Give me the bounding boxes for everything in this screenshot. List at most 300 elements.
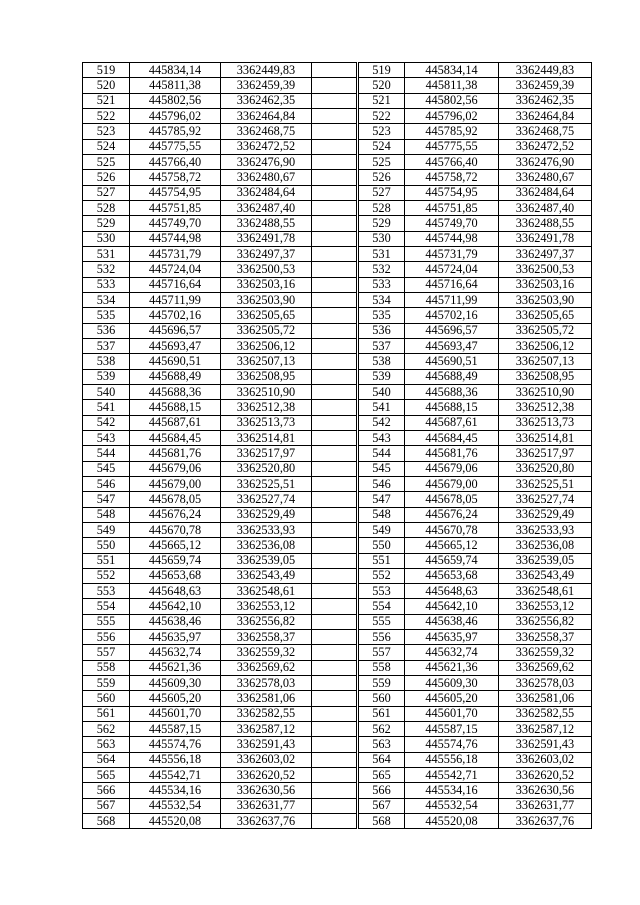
point-number-cell: 567 [359, 798, 405, 813]
point-number-cell: 565 [83, 768, 130, 783]
table-row [83, 93, 357, 108]
table-row [359, 354, 592, 369]
y-coordinate-cell: 3362503,90 [499, 292, 592, 307]
table-row [359, 798, 592, 813]
x-coordinate-cell: 445749,70 [130, 216, 221, 231]
y-coordinate-cell: 3362487,40 [221, 200, 312, 215]
table-row [359, 568, 592, 583]
blank-cell [312, 492, 357, 507]
y-coordinate-cell: 3362514,81 [499, 430, 592, 445]
point-number-cell: 548 [359, 507, 405, 522]
coordinates-table-left-body [83, 63, 357, 829]
blank-cell [312, 446, 357, 461]
point-number-cell: 556 [359, 630, 405, 645]
table-row [359, 691, 592, 706]
point-number-cell: 550 [83, 538, 130, 553]
x-coordinate-cell: 445679,06 [130, 461, 221, 476]
x-coordinate-cell: 445758,72 [405, 170, 499, 185]
point-number-cell: 566 [359, 783, 405, 798]
y-coordinate-cell: 3362488,55 [499, 216, 592, 231]
point-number-cell: 519 [83, 63, 130, 78]
x-coordinate-cell: 445811,38 [130, 78, 221, 93]
x-coordinate-cell: 445687,61 [405, 415, 499, 430]
y-coordinate-cell: 3362480,67 [499, 170, 592, 185]
y-coordinate-cell: 3362484,64 [221, 185, 312, 200]
x-coordinate-cell: 445638,46 [405, 614, 499, 629]
table-row [359, 108, 592, 123]
table-row [83, 568, 357, 583]
blank-cell [312, 338, 357, 353]
point-number-cell: 542 [83, 415, 130, 430]
blank-cell [312, 63, 357, 78]
table-row [359, 599, 592, 614]
x-coordinate-cell: 445676,24 [405, 507, 499, 522]
point-number-cell: 545 [359, 461, 405, 476]
y-coordinate-cell: 3362536,08 [221, 538, 312, 553]
x-coordinate-cell: 445665,12 [130, 538, 221, 553]
y-coordinate-cell: 3362620,52 [499, 768, 592, 783]
y-coordinate-cell: 3362582,55 [221, 706, 312, 721]
table-row [359, 400, 592, 415]
point-number-cell: 522 [359, 108, 405, 123]
y-coordinate-cell: 3362637,76 [499, 814, 592, 829]
point-number-cell: 531 [83, 246, 130, 261]
x-coordinate-cell: 445678,05 [130, 492, 221, 507]
y-coordinate-cell: 3362520,80 [221, 461, 312, 476]
y-coordinate-cell: 3362548,61 [221, 584, 312, 599]
x-coordinate-cell: 445635,97 [130, 630, 221, 645]
table-row [83, 783, 357, 798]
point-number-cell: 564 [359, 752, 405, 767]
y-coordinate-cell: 3362503,90 [221, 292, 312, 307]
point-number-cell: 551 [359, 553, 405, 568]
y-coordinate-cell: 3362505,72 [499, 323, 592, 338]
point-number-cell: 550 [359, 538, 405, 553]
blank-cell [312, 752, 357, 767]
table-row [83, 338, 357, 353]
table-row [83, 660, 357, 675]
x-coordinate-cell: 445754,95 [405, 185, 499, 200]
point-number-cell: 535 [359, 308, 405, 323]
table-row [359, 63, 592, 78]
table-row [83, 706, 357, 721]
x-coordinate-cell: 445684,45 [130, 430, 221, 445]
point-number-cell: 522 [83, 108, 130, 123]
blank-cell [312, 93, 357, 108]
table-row [359, 660, 592, 675]
y-coordinate-cell: 3362539,05 [221, 553, 312, 568]
point-number-cell: 544 [359, 446, 405, 461]
y-coordinate-cell: 3362569,62 [221, 660, 312, 675]
x-coordinate-cell: 445665,12 [405, 538, 499, 553]
table-row [359, 124, 592, 139]
point-number-cell: 562 [83, 722, 130, 737]
x-coordinate-cell: 445696,57 [405, 323, 499, 338]
point-number-cell: 547 [83, 492, 130, 507]
point-number-cell: 568 [83, 814, 130, 829]
y-coordinate-cell: 3362517,97 [499, 446, 592, 461]
point-number-cell: 546 [83, 476, 130, 491]
x-coordinate-cell: 445766,40 [130, 154, 221, 169]
x-coordinate-cell: 445638,46 [130, 614, 221, 629]
y-coordinate-cell: 3362476,90 [221, 154, 312, 169]
y-coordinate-cell: 3362507,13 [221, 354, 312, 369]
x-coordinate-cell: 445542,71 [130, 768, 221, 783]
y-coordinate-cell: 3362520,80 [499, 461, 592, 476]
point-number-cell: 564 [83, 752, 130, 767]
x-coordinate-cell: 445687,61 [130, 415, 221, 430]
blank-cell [312, 798, 357, 813]
x-coordinate-cell: 445834,14 [130, 63, 221, 78]
y-coordinate-cell: 3362603,02 [221, 752, 312, 767]
y-coordinate-cell: 3362620,52 [221, 768, 312, 783]
y-coordinate-cell: 3362488,55 [221, 216, 312, 231]
table-row [359, 78, 592, 93]
table-row [359, 369, 592, 384]
x-coordinate-cell: 445520,08 [130, 814, 221, 829]
table-row [359, 430, 592, 445]
y-coordinate-cell: 3362603,02 [499, 752, 592, 767]
y-coordinate-cell: 3362464,84 [221, 108, 312, 123]
point-number-cell: 559 [83, 676, 130, 691]
point-number-cell: 536 [359, 323, 405, 338]
point-number-cell: 536 [83, 323, 130, 338]
y-coordinate-cell: 3362556,82 [499, 614, 592, 629]
x-coordinate-cell: 445758,72 [130, 170, 221, 185]
y-coordinate-cell: 3362510,90 [499, 384, 592, 399]
table-row [83, 492, 357, 507]
y-coordinate-cell: 3362503,16 [221, 277, 312, 292]
table-row [83, 292, 357, 307]
table-row [359, 246, 592, 261]
y-coordinate-cell: 3362539,05 [499, 553, 592, 568]
point-number-cell: 526 [359, 170, 405, 185]
x-coordinate-cell: 445648,63 [130, 584, 221, 599]
table-row [83, 154, 357, 169]
y-coordinate-cell: 3362582,55 [499, 706, 592, 721]
point-number-cell: 538 [359, 354, 405, 369]
x-coordinate-cell: 445796,02 [130, 108, 221, 123]
table-row [83, 277, 357, 292]
y-coordinate-cell: 3362484,64 [499, 185, 592, 200]
y-coordinate-cell: 3362536,08 [499, 538, 592, 553]
table-row [359, 323, 592, 338]
point-number-cell: 527 [83, 185, 130, 200]
blank-cell [312, 400, 357, 415]
x-coordinate-cell: 445520,08 [405, 814, 499, 829]
blank-cell [312, 108, 357, 123]
blank-cell [312, 568, 357, 583]
x-coordinate-cell: 445679,06 [405, 461, 499, 476]
table-row [83, 78, 357, 93]
x-coordinate-cell: 445632,74 [130, 645, 221, 660]
point-number-cell: 531 [359, 246, 405, 261]
x-coordinate-cell: 445648,63 [405, 584, 499, 599]
table-row [359, 814, 592, 829]
blank-cell [312, 384, 357, 399]
point-number-cell: 540 [359, 384, 405, 399]
table-row [359, 200, 592, 215]
table-row [359, 139, 592, 154]
x-coordinate-cell: 445609,30 [130, 676, 221, 691]
x-coordinate-cell: 445796,02 [405, 108, 499, 123]
table-row [359, 630, 592, 645]
x-coordinate-cell: 445678,05 [405, 492, 499, 507]
point-number-cell: 529 [83, 216, 130, 231]
coordinates-table-left [82, 62, 357, 829]
point-number-cell: 523 [359, 124, 405, 139]
table-row [359, 614, 592, 629]
x-coordinate-cell: 445684,45 [405, 430, 499, 445]
point-number-cell: 543 [83, 430, 130, 445]
point-number-cell: 530 [359, 231, 405, 246]
point-number-cell: 561 [83, 706, 130, 721]
blank-cell [312, 231, 357, 246]
point-number-cell: 528 [83, 200, 130, 215]
y-coordinate-cell: 3362512,38 [499, 400, 592, 415]
blank-cell [312, 185, 357, 200]
point-number-cell: 556 [83, 630, 130, 645]
y-coordinate-cell: 3362569,62 [499, 660, 592, 675]
x-coordinate-cell: 445632,74 [405, 645, 499, 660]
point-number-cell: 529 [359, 216, 405, 231]
y-coordinate-cell: 3362513,73 [221, 415, 312, 430]
point-number-cell: 539 [359, 369, 405, 384]
table-row [359, 338, 592, 353]
blank-cell [312, 737, 357, 752]
blank-cell [312, 768, 357, 783]
point-number-cell: 525 [359, 154, 405, 169]
table-row [359, 584, 592, 599]
point-number-cell: 539 [83, 369, 130, 384]
point-number-cell: 525 [83, 154, 130, 169]
point-number-cell: 559 [359, 676, 405, 691]
table-row [359, 522, 592, 537]
point-number-cell: 533 [83, 277, 130, 292]
point-number-cell: 534 [83, 292, 130, 307]
y-coordinate-cell: 3362505,65 [221, 308, 312, 323]
x-coordinate-cell: 445676,24 [130, 507, 221, 522]
y-coordinate-cell: 3362462,35 [499, 93, 592, 108]
table-row [83, 430, 357, 445]
y-coordinate-cell: 3362462,35 [221, 93, 312, 108]
point-number-cell: 530 [83, 231, 130, 246]
x-coordinate-cell: 445532,54 [130, 798, 221, 813]
x-coordinate-cell: 445724,04 [130, 262, 221, 277]
y-coordinate-cell: 3362559,32 [221, 645, 312, 660]
y-coordinate-cell: 3362472,52 [499, 139, 592, 154]
blank-cell [312, 630, 357, 645]
table-row [83, 170, 357, 185]
point-number-cell: 548 [83, 507, 130, 522]
point-number-cell: 549 [83, 522, 130, 537]
table-row [83, 722, 357, 737]
y-coordinate-cell: 3362631,77 [499, 798, 592, 813]
table-row [83, 599, 357, 614]
table-row [359, 737, 592, 752]
table-row [359, 308, 592, 323]
table-row [83, 522, 357, 537]
y-coordinate-cell: 3362468,75 [221, 124, 312, 139]
blank-cell [312, 200, 357, 215]
x-coordinate-cell: 445688,49 [405, 369, 499, 384]
x-coordinate-cell: 445688,49 [130, 369, 221, 384]
table-row [83, 185, 357, 200]
table-row [359, 231, 592, 246]
y-coordinate-cell: 3362472,52 [221, 139, 312, 154]
blank-cell [312, 584, 357, 599]
x-coordinate-cell: 445642,10 [130, 599, 221, 614]
x-coordinate-cell: 445532,54 [405, 798, 499, 813]
table-row [359, 768, 592, 783]
x-coordinate-cell: 445688,36 [405, 384, 499, 399]
y-coordinate-cell: 3362506,12 [221, 338, 312, 353]
x-coordinate-cell: 445731,79 [405, 246, 499, 261]
x-coordinate-cell: 445775,55 [405, 139, 499, 154]
y-coordinate-cell: 3362487,40 [499, 200, 592, 215]
x-coordinate-cell: 445642,10 [405, 599, 499, 614]
point-number-cell: 543 [359, 430, 405, 445]
x-coordinate-cell: 445785,92 [130, 124, 221, 139]
point-number-cell: 553 [83, 584, 130, 599]
y-coordinate-cell: 3362459,39 [499, 78, 592, 93]
x-coordinate-cell: 445744,98 [405, 231, 499, 246]
point-number-cell: 557 [83, 645, 130, 660]
x-coordinate-cell: 445681,76 [130, 446, 221, 461]
x-coordinate-cell: 445659,74 [130, 553, 221, 568]
y-coordinate-cell: 3362506,12 [499, 338, 592, 353]
blank-cell [312, 216, 357, 231]
y-coordinate-cell: 3362591,43 [499, 737, 592, 752]
y-coordinate-cell: 3362497,37 [221, 246, 312, 261]
y-coordinate-cell: 3362507,13 [499, 354, 592, 369]
y-coordinate-cell: 3362558,37 [221, 630, 312, 645]
point-number-cell: 532 [359, 262, 405, 277]
table-row [359, 93, 592, 108]
x-coordinate-cell: 445702,16 [405, 308, 499, 323]
x-coordinate-cell: 445775,55 [130, 139, 221, 154]
y-coordinate-cell: 3362630,56 [499, 783, 592, 798]
blank-cell [312, 124, 357, 139]
table-row [83, 507, 357, 522]
table-row [359, 476, 592, 491]
table-row [359, 752, 592, 767]
table-row [359, 384, 592, 399]
x-coordinate-cell: 445659,74 [405, 553, 499, 568]
x-coordinate-cell: 445802,56 [130, 93, 221, 108]
x-coordinate-cell: 445690,51 [130, 354, 221, 369]
y-coordinate-cell: 3362505,65 [499, 308, 592, 323]
x-coordinate-cell: 445785,92 [405, 124, 499, 139]
y-coordinate-cell: 3362476,90 [499, 154, 592, 169]
x-coordinate-cell: 445653,68 [130, 568, 221, 583]
point-number-cell: 545 [83, 461, 130, 476]
point-number-cell: 532 [83, 262, 130, 277]
table-row [83, 798, 357, 813]
x-coordinate-cell: 445766,40 [405, 154, 499, 169]
y-coordinate-cell: 3362591,43 [221, 737, 312, 752]
x-coordinate-cell: 445605,20 [405, 691, 499, 706]
point-number-cell: 538 [83, 354, 130, 369]
table-row [83, 354, 357, 369]
table-row [83, 139, 357, 154]
y-coordinate-cell: 3362548,61 [499, 584, 592, 599]
x-coordinate-cell: 445744,98 [130, 231, 221, 246]
table-row [83, 446, 357, 461]
x-coordinate-cell: 445724,04 [405, 262, 499, 277]
point-number-cell: 565 [359, 768, 405, 783]
point-number-cell: 551 [83, 553, 130, 568]
point-number-cell: 537 [359, 338, 405, 353]
x-coordinate-cell: 445609,30 [405, 676, 499, 691]
x-coordinate-cell: 445711,99 [130, 292, 221, 307]
table-row [83, 737, 357, 752]
point-number-cell: 552 [359, 568, 405, 583]
y-coordinate-cell: 3362513,73 [499, 415, 592, 430]
x-coordinate-cell: 445556,18 [130, 752, 221, 767]
y-coordinate-cell: 3362529,49 [499, 507, 592, 522]
point-number-cell: 541 [359, 400, 405, 415]
y-coordinate-cell: 3362631,77 [221, 798, 312, 813]
x-coordinate-cell: 445716,64 [130, 277, 221, 292]
point-number-cell: 561 [359, 706, 405, 721]
point-number-cell: 547 [359, 492, 405, 507]
blank-cell [312, 415, 357, 430]
x-coordinate-cell: 445653,68 [405, 568, 499, 583]
point-number-cell: 563 [83, 737, 130, 752]
table-row [83, 752, 357, 767]
y-coordinate-cell: 3362543,49 [221, 568, 312, 583]
point-number-cell: 519 [359, 63, 405, 78]
x-coordinate-cell: 445621,36 [130, 660, 221, 675]
table-row [359, 553, 592, 568]
point-number-cell: 566 [83, 783, 130, 798]
point-number-cell: 560 [83, 691, 130, 706]
point-number-cell: 555 [83, 614, 130, 629]
blank-cell [312, 292, 357, 307]
y-coordinate-cell: 3362459,39 [221, 78, 312, 93]
y-coordinate-cell: 3362514,81 [221, 430, 312, 445]
x-coordinate-cell: 445688,15 [130, 400, 221, 415]
table-row [359, 783, 592, 798]
x-coordinate-cell: 445688,15 [405, 400, 499, 415]
y-coordinate-cell: 3362553,12 [499, 599, 592, 614]
point-number-cell: 554 [359, 599, 405, 614]
y-coordinate-cell: 3362449,83 [499, 63, 592, 78]
table-row [83, 216, 357, 231]
y-coordinate-cell: 3362500,53 [499, 262, 592, 277]
x-coordinate-cell: 445542,71 [405, 768, 499, 783]
table-row [83, 553, 357, 568]
y-coordinate-cell: 3362505,72 [221, 323, 312, 338]
y-coordinate-cell: 3362587,12 [221, 722, 312, 737]
table-row [83, 476, 357, 491]
blank-cell [312, 676, 357, 691]
table-row [83, 645, 357, 660]
x-coordinate-cell: 445696,57 [130, 323, 221, 338]
table-row [359, 170, 592, 185]
table-row [83, 538, 357, 553]
blank-cell [312, 599, 357, 614]
y-coordinate-cell: 3362578,03 [499, 676, 592, 691]
y-coordinate-cell: 3362510,90 [221, 384, 312, 399]
x-coordinate-cell: 445716,64 [405, 277, 499, 292]
blank-cell [312, 323, 357, 338]
point-number-cell: 546 [359, 476, 405, 491]
table-row [83, 630, 357, 645]
x-coordinate-cell: 445802,56 [405, 93, 499, 108]
point-number-cell: 567 [83, 798, 130, 813]
